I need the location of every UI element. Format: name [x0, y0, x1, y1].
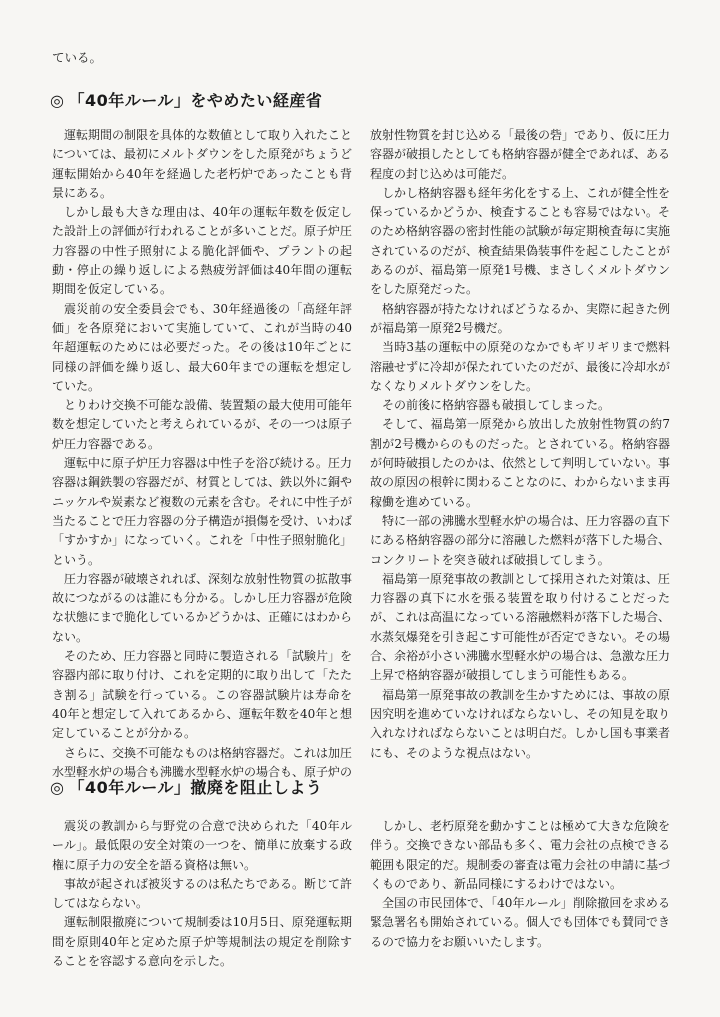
- section2-title: 「40年ルール」撤廃を阻止しよう: [68, 778, 323, 797]
- section1-mark: ◎: [50, 91, 65, 110]
- paragraph: そして、福島第一原発から放出した放射性物質の約7割が2号機からのものだった。とされている。格納容器が何時破損したのかは、依然として判明していない。事故の原因の根幹に関わることなのに、わからないまま再稼働を進めている。: [370, 417, 671, 509]
- paragraph: その前後に格納容器も破損してしまった。: [382, 398, 611, 413]
- paragraph: しかし最も大きな理由は、40年の運転年数を仮定した設計上の評価が行われることが多いことだ。原子炉圧力容器の中性子照射による脆化評価や、プラントの起動・停止の繰り返しによる熱疲労評価は40年間の運転期間を仮定している。: [52, 205, 353, 297]
- section2-right-column: [370, 817, 670, 952]
- paragraph: 圧力容器が破壊されれば、深刻な放射性物質の拡散事故につながるのは誰にも分かる。しかし圧力容器が危険な状態にまで脆化しているかどうかは、正確にはわからない。: [52, 571, 353, 644]
- paragraph: さらに、交換不可能なものは格納容器だ。これは加圧水型軽水炉の場合も沸騰水型軽水炉の場合も、原子炉の: [52, 745, 353, 779]
- section2-mark: ◎: [50, 778, 65, 797]
- paragraph: 福島第一原発事故の教訓を生かすためには、事故の原因究明を進めていなければならないし、その知見を取り入れなければならないことは明白だ。しかし国も事業者にも、そのような視点はない。: [370, 687, 671, 760]
- paragraph: 特に一部の沸騰水型軽水炉の場合は、圧力容器の直下にある格納容器の部分に溶融した燃料が落下した場合、コンクリートを突き破れば破損してしまう。: [370, 513, 671, 567]
- section1-title: 「40年ルール」をやめたい経産省: [68, 91, 323, 110]
- paragraph: 事故が起されば被災するのは私たちである。断じて許してはならない。: [52, 876, 352, 911]
- paragraph: 震災の教訓から与野党の合意で決められた「40年ルール」。最低限の安全対策の一つを、簡単に放棄する政権に原子力の安全を語る資格は無い。: [52, 819, 352, 872]
- paragraph: しかし格納容器も経年劣化をする上、これが健全性を保っているかどうか、検査することも容易ではない。そのため格納容器の密封性能の試験が毎定期検査毎に実施されているのだが、検査結果偽装事件を起こしたことがあるのが、福島第一原発1号機、まさしくメルトダウンをした原発だった。: [370, 185, 671, 297]
- section1-right-column: [370, 126, 670, 763]
- paragraph: とりわけ交換不可能な設備、装置類の最大使用可能年数を想定していたと考えられているが、その一つは原子炉圧力容器である。: [52, 398, 353, 451]
- section1-left-column: [52, 126, 352, 782]
- paragraph: 運転期間の制限を具体的な数値として取り入れたことについては、最初にメルトダウンをした原発がちょうど運転開始から40年を経過した老朽炉であったことも背景にある。: [52, 128, 353, 200]
- section2-left-column: [52, 817, 352, 971]
- paragraph: 福島第一原発事故の教訓として採用された対策は、圧力容器の真下に水を張る装置を取り付けることだったが、これは高温になっている溶融燃料が落下した場合、水蒸気爆発を引き起こす可能性が否定できない。その場合、余裕が小さい沸騰水型軽水炉の場合は、急激な圧力上昇で格納容器が破損してしまう可能性もある。: [370, 571, 671, 683]
- paragraph: しかし、老朽原発を動かすことは極めて大きな危険を伴う。交換できない部品も多く、電力会社の点検できる範囲も限定的だ。規制委の審査は電力会社の申請に基づくものであり、新品同様にするわけではない。: [370, 819, 671, 891]
- paragraph: 運転中に原子炉圧力容器は中性子を浴び続ける。圧力容器は鋼鉄製の容器だが、材質としては、鉄以外に銅やニッケルや炭素など複数の元素を含む。それに中性子が当たることで圧力容器の分子構造が損傷を受け、いわば「すかすか」になっていく。これを「中性子照射脆化」という。: [52, 456, 353, 567]
- paragraph: そのため、圧力容器と同時に製造される「試験片」を容器内部に取り付け、これを定期的に取り出して「たたき割る」試験を行っている。この容器試験片は寿命を40年と想定して入れてあるから、運転年数を40年と想定していることが分かる。: [52, 649, 352, 741]
- paragraph: 当時3基の運転中の原発のなかでもギリギリまで燃料溶融せずに冷却が保たれていたのだが、最後に冷却水がなくなりメルトダウンをした。: [370, 340, 671, 393]
- paragraph: 震災前の安全委員会でも、30年経過後の「高経年評価」を各原発において実施していて、これが当時の40年超運転のためには必要だった。その後は10年ごとに同様の評価を繰り返し、最大60年までの運転を想定していた。: [52, 301, 352, 393]
- section2-heading: [50, 775, 322, 798]
- lead-text: ている。: [52, 50, 103, 65]
- paragraph: 放射性物質を封じ込める「最後の砦」であり、仮に圧力容器が破損したとしても格納容器が健全であれば、ある程度の封じ込めは可能だ。: [370, 128, 671, 181]
- paragraph: 運転制限撤廃について規制委は10月5日、原発運転期間を原則40年と定めた原子炉等規制法の規定を削除することを容認する意向を示した。: [52, 915, 352, 969]
- section1-heading: [50, 88, 322, 111]
- paragraph: 全国の市民団体で、「40年ルール」削除撤回を求める緊急署名も開始されている。個人でも団体でも賛同できるので協力をお願いいたします。: [370, 896, 671, 949]
- paragraph: 格納容器が持たなければどうなるか、実際に起きた例が福島第一原発2号機だ。: [370, 301, 671, 335]
